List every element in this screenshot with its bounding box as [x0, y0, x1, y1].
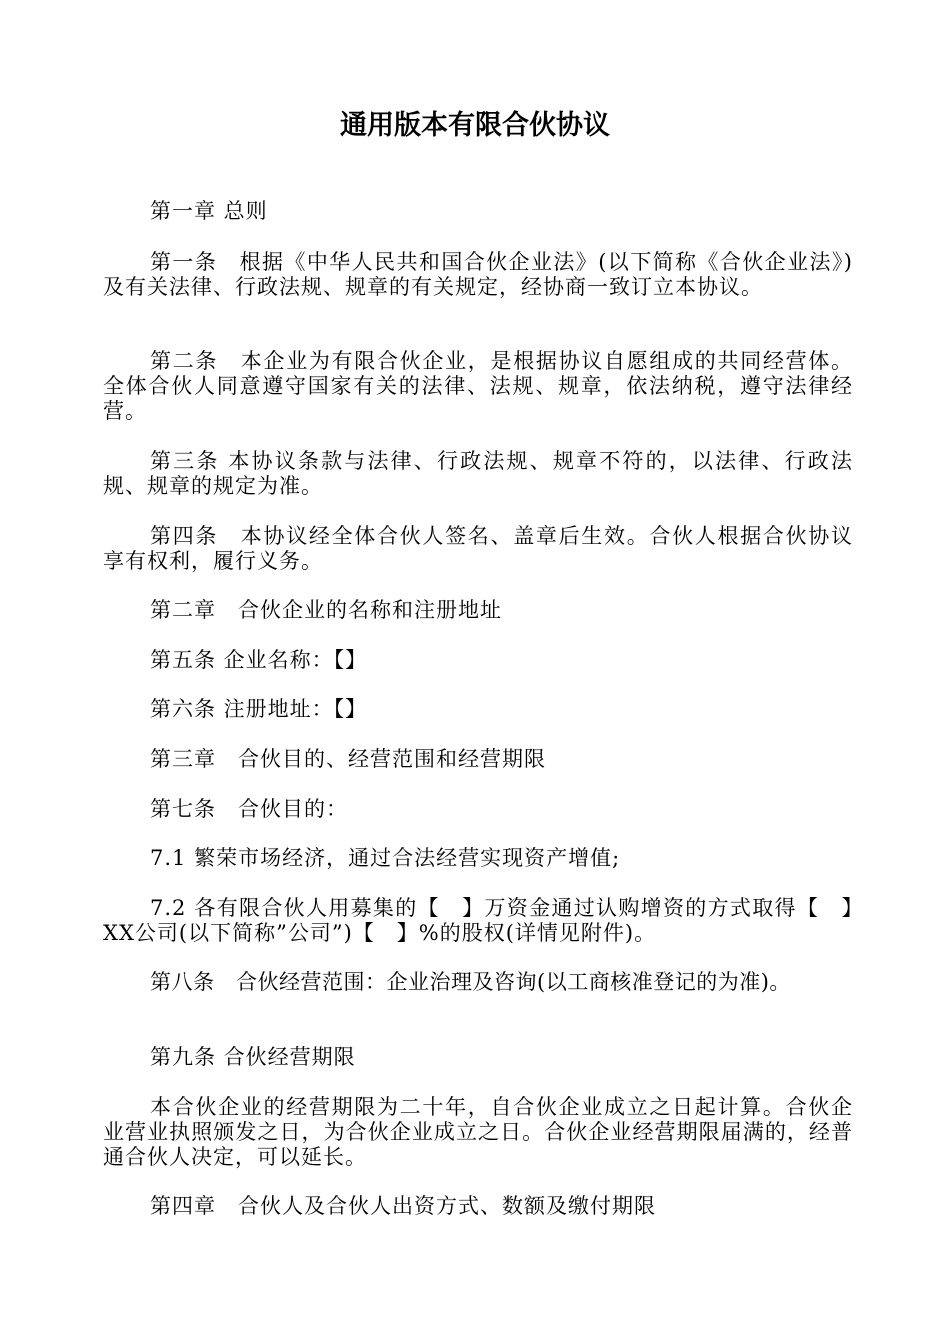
document-title: 通用版本有限合伙协议 [340, 110, 610, 141]
article-7: 第七条 合伙目的： [150, 797, 348, 821]
article-8: 第八条 合伙经营范围：企业治理及咨询(以工商核准登记的为准)。 [150, 970, 791, 994]
article-1: 第一条 根据《中华人民共和国合伙企业法》(以下简称《合伙企业法》)及有关法律、行政法规、规章的有关规定，经协商一致订立本协议。 [103, 250, 853, 299]
article-7-2: 7.2 各有限合伙人用募集的【 】万资金通过认购增资的方式取得【 】XX公司(以下简称”公司”)【 】%的股权(详情见附件)。 [103, 896, 853, 945]
chapter-4-heading: 第四章 合伙人及合伙人出资方式、数额及缴付期限 [150, 1194, 656, 1218]
article-2: 第二条 本企业为有限合伙企业，是根据协议自愿组成的共同经营体。全体合伙人同意遵守国家有关的法律、法规、规章，依法纳税，遵守法律经营。 [103, 349, 853, 423]
chapter-1-heading: 第一章 总则 [150, 199, 268, 223]
article-5: 第五条 企业名称：【】 [150, 648, 368, 672]
article-6: 第六条 注册地址：【】 [150, 697, 368, 721]
article-7-1: 7.1 繁荣市场经济，通过合法经营实现资产增值; [150, 846, 621, 870]
article-9-body: 本合伙企业的经营期限为二十年，自合伙企业成立之日起计算。合伙企业营业执照颁发之日，为合伙企业成立之日。合伙企业经营期限届满的，经普通合伙人决定，可以延长。 [103, 1095, 853, 1169]
chapter-2-heading: 第二章 合伙企业的名称和注册地址 [150, 598, 502, 622]
article-3: 第三条 本协议条款与法律、行政法规、规章不符的，以法律、行政法规、规章的规定为准。 [103, 449, 853, 498]
article-4: 第四条 本协议经全体合伙人签名、盖章后生效。合伙人根据合伙协议享有权利，履行义务。 [103, 524, 853, 573]
chapter-3-heading: 第三章 合伙目的、经营范围和经营期限 [150, 747, 546, 771]
article-9: 第九条 合伙经营期限 [150, 1045, 356, 1069]
